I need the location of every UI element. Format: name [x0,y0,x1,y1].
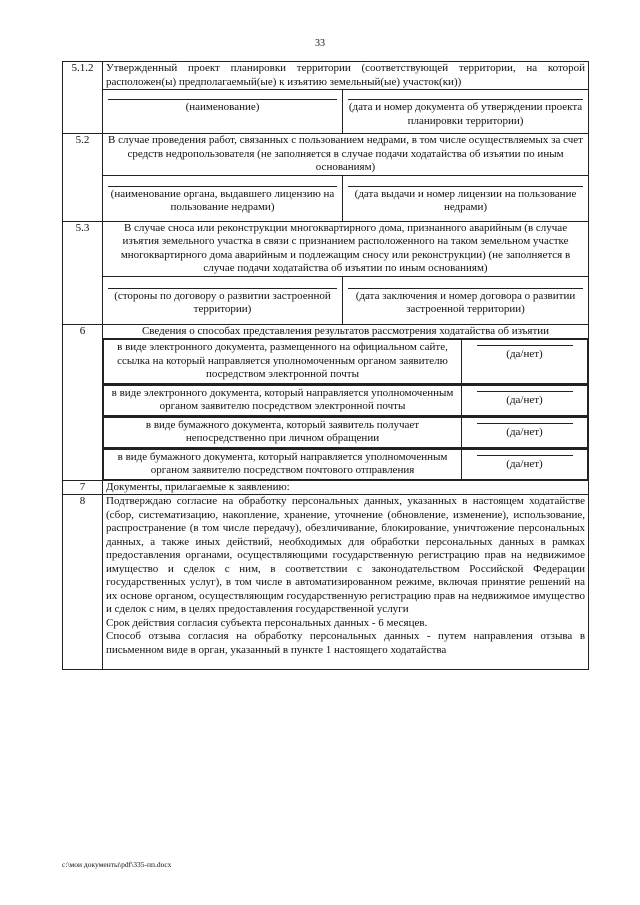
yes-no-caption: (да/нет) [506,348,543,360]
section-text: Документы, прилагаемые к заявлению: [103,480,589,495]
application-form-table [62,61,589,670]
contract-parties-field[interactable] [103,276,343,324]
yes-no-field[interactable] [462,417,588,447]
consent-term: Срок действия согласия субъекта персональных данных - 6 месяцев. [106,616,428,629]
approval-date-number-field[interactable] [343,90,589,134]
consent-paragraph: Подтверждаю согласие на обработку персональных данных, указанных в настоящем ходатайстве (сбор, систематизацию, накопление, хранение, уточнение (обновление, изменение), использование, распространение (в том числе передачу), обезличивание, блокирование, уничтожение персональных данных, а также иных действий, необходимых для обработки персональных данных в рамках предоставления органами, осуществляющими государственную регистрацию прав на недвижимое имущество и сделок с ним, в соответствии с законодательством Российской Федерации государственных услуг), в том числе в автоматизированном режиме, включая принятие решений на их основе органом, осуществляющим государственную регистрацию прав на недвижимое имущество и сделок с ним, в целях предоставления государственной услуги [106,495,586,615]
field-caption: (наименование) [185,101,260,113]
row-number: 5.2 [63,134,103,222]
row-6 [63,324,589,339]
row-7 [63,480,589,495]
delivery-option [63,384,589,416]
delivery-option [63,448,589,480]
file-path-footer: c:\мои документы\pdf\335-пп.docx [62,860,172,869]
yes-no-caption: (да/нет) [506,457,543,470]
field-caption: (дата заключения и номер договора о развитии застроенной территории) [355,289,576,315]
yes-no-field[interactable] [462,449,588,479]
row-5-2 [63,134,589,176]
license-date-number-field[interactable] [343,175,589,221]
row-number: 8 [63,495,103,670]
consent-revocation: Способ отзыва согласия на обработку персональных данных - путем направления отзыва в письменном виде в орган, указанный в пункте 1 настоящего ходатайства [106,630,586,656]
page-number: 33 [315,38,325,49]
contract-date-number-field[interactable] [343,276,589,324]
field-caption: (дата и номер документа об утверждении проекта планировки территории) [348,101,583,127]
field-caption: (дата выдачи и номер лицензии на пользование недрами) [354,187,577,213]
section-text: Утвержденный проект планировки территории (соответствующей территории, на которой расположен(ы) предполагаемый(ые) к изъятию земельный(ые) участок(ки)) [103,62,589,90]
option-text: в виде бумажного документа, который заявитель получает непосредственно при личном обращении [104,417,462,447]
option-text: в виде электронного документа, который направляется уполномоченным органом заявителю посредством электронной почты [104,385,462,415]
row-number: 6 [63,324,103,480]
option-text: в виде бумажного документа, который направляется уполномоченным органом заявителю посредством почтового отправления [104,449,462,479]
row-number: 5.3 [63,221,103,324]
row-number: 5.1.2 [63,62,103,134]
yes-no-field[interactable] [462,340,588,384]
delivery-option [63,339,589,385]
row-8 [63,495,589,670]
option-text: в виде электронного документа, размещенного на официальном сайте, ссылка на который направляется уполномоченным органом заявителю посредством электронной почты [104,340,462,384]
row-5-1-2 [63,62,589,90]
yes-no-caption: (да/нет) [506,425,543,438]
section-text: В случае проведения работ, связанных с пользованием недрами, в том числе осуществляемых за счет средств недропользователя (не заполняется в случае подачи ходатайства об изъятии по иным основаниям) [103,134,589,176]
row-number: 7 [63,480,103,495]
license-issuer-field[interactable] [103,175,343,221]
section-text: В случае сноса или реконструкции многоквартирного дома, признанного аварийным (в случае изъятия земельного участка в связи с признанием расположенного на таком земельном участке многоквартирного дома аварийным и подлежащим сносу или реконструкции) (не заполняется в случае подачи ходатайства об изъятии по иным основаниям) [103,221,589,276]
name-field[interactable] [103,90,343,134]
delivery-option [63,416,589,448]
field-caption: (стороны по договору о развитии застроенной территории) [114,289,331,315]
yes-no-field[interactable] [462,385,588,415]
row-5-3 [63,221,589,276]
field-caption: (наименование органа, выдавшего лицензию на пользование недрами) [110,187,335,213]
yes-no-caption: (да/нет) [506,393,543,406]
section-text: Сведения о способах представления результатов рассмотрения ходатайства об изъятии [103,324,589,339]
